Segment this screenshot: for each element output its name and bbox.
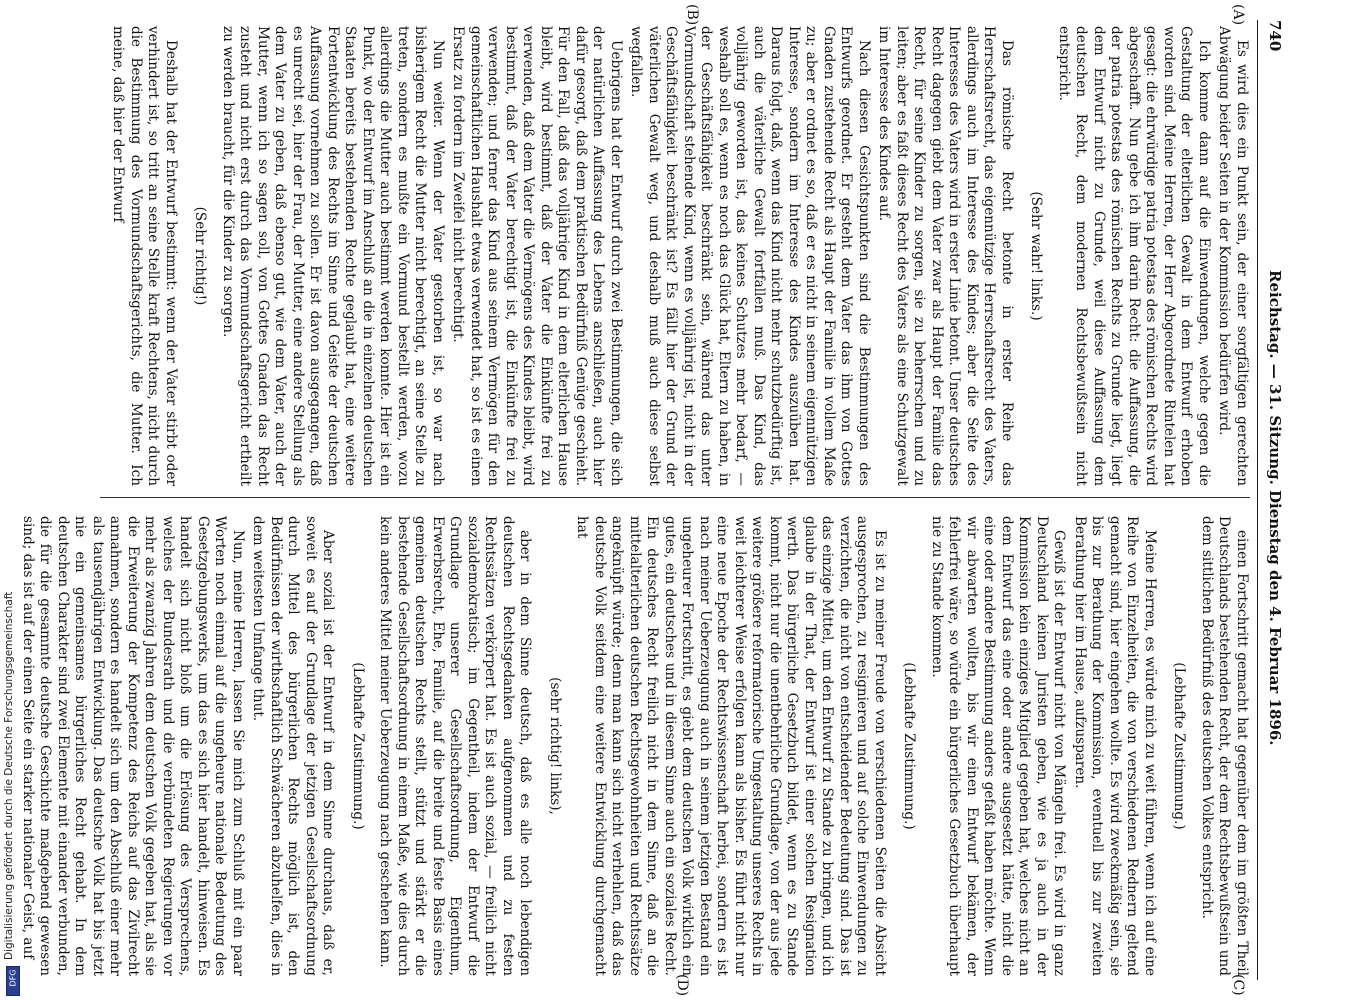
audience-reaction: (sehr richtig! links), (547, 677, 563, 815)
left-column (100, 26, 1250, 486)
rotated-page-content (20, 0, 1290, 1000)
digitization-credit (1, 0, 21, 960)
paragraph: Meine Herren, es würde mich zu weit führen, wenn ich auf eine Reihe von Einzelheiten, die von verschiedenen Rednern geltend gemacht sind, hier eingehen wollte. Es wird zweckmäßig sein, sie bis zur Berathung der Kommission, eventuell bis zur zweiten Berathung hier im Hause, aufzusparen. (1072, 516, 1158, 976)
dfg-logo (6, 966, 20, 996)
paragraph: einen Fortschritt gemacht hat gegenüber dem im größten Theil Deutschlands bestehenden Recht, der dem Rechtsbewußtsein und dem sittlichen Bedürfniß des deutschen Volkes entspricht. (1199, 516, 1250, 976)
margin-mark-c: (C) (1230, 974, 1246, 996)
running-head: Reichstag. — 31. Sitzung. Dienstag den 4. Februar 1896. (1266, 270, 1284, 746)
paragraph: Aber sozial ist der Entwurf in dem Sinne durchaus, daß er, soweit es auf der Grundlage der jetzigen Gesellschaftsordnung durch Mittel des bürgerlichen Rechts möglich ist, den Bedürfnissen der wirthschaftlich Schwächeren abzuhelfen, dies in dem weitesten Umfange thut. (250, 516, 337, 976)
page-number: 740 (1266, 20, 1284, 52)
dfg-logo-text: DFG (8, 969, 18, 987)
paragraph: Es ist zu meiner Freude von verschiedenen Seiten die Absicht ausgesprochen, zu resignieren und auf solche Einwendungen zu verzichten, die nicht von entscheidender Bedeutung sind. Das ist das einzige Mittel, um den Entwurf zu Stande zu bringen, und ich glaube in der That, der Entwurf ist einer solchen Resignation werth. Das bürgerliche Gesetzbuch bildet, wenn es zu Stande kommt, nicht nur die unentbehrliche Grundlage, von der aus jede weitere größere reformatorische Umgestaltung unseres Rechts in weit leichterer Weise erfolgen kann als bisher. Es führt nicht nur eine neue Epoche der Rechtswissenschaft herbei, sondern es ist nach meiner Ueberzeugung auch in seinem jetzigen Bestand ein ungeheurer Fortschritt, es giebt dem deutschen Volk wirklich ein gutes, ein deutsches und in diesem Sinne auch ein soziales Recht. Ein deutsches Recht freilich nicht in dem Sinne, daß an die mittelalterlichen deutschen Rechtsgewohnheiten und Rechtssätze angeknüpft würde; denn man kann sich nicht verhehlen, daß das deutsche Volk seitdem eine weitere Entwicklung durchgemacht hat (574, 516, 888, 976)
paragraph: aber in dem Sinne deutsch, daß es alle noch lebendigen deutschen Rechtsgedanken aufgenommen und zu festen Rechtssätzen verkörpert hat. Es ist auch sozial, — freilich nicht sozialdemokratisch; im Gegentheil, indem der Entwurf die Grundlage unserer Gesellschaftsordnung, Eigenthum, Erwerbsrecht, Ehe, Familie, auf die breite und feste Basis eines gemeinen deutschen Rechts stellt, stützt und stärkt er die bestehende Gesellschaftsordnung in einem Maße, wie dies durch kein anderes Mittel meiner Ueberzeugung nach geschehen kann. (377, 516, 534, 976)
audience-reaction: (Lebhafte Zustimmung.) (901, 662, 918, 830)
running-header (1260, 20, 1284, 980)
paragraph: Nun, meine Herren, lassen Sie mich zum Schluß mit ein paar Worten noch einmal auf die ungeheure nationale Bedeutung des Gesetzgebungswerks, um das es sich hier handelt, hinweisen. Es handelt sich nicht bloß um die Erlösung des Versprechens, welches der Bundesrath und die verbündeten Regierungen vor mehr als zwanzig Jahren dem deutschen Volk gegeben hat, als sie die Erweiterung der Kompetenz des Reichs auf das Zivilrecht annahmen, sondern es handelt sich um den Abschluß einer mehr als tausendjährigen Entwicklung. Das deutsche Volk hat bis jetzt nie ein gemeinsames bürgerliches Recht gehabt. In dem deutschen Charakter sind zwei Elemente mit einander verbunden, die für die gesammte deutsche Geschichte maßgebend gewesen sind; das ist auf der einen Seite ein starker nationaler Geist, auf (20, 516, 246, 976)
audience-reaction: (Lebhafte Zustimmung.) (350, 662, 366, 830)
audience-reaction: (Lebhafte Zustimmung.) (1171, 662, 1188, 830)
column-rule (100, 497, 1250, 498)
audience-reaction: (Sehr wahr! links.) (1028, 191, 1045, 321)
paragraph: Nach diesen Gesichtspunkten sind die Bestimmungen des Entwurfs geordnet. Er gesteht dem Vater das ihm von Gottes Gnaden zustehende Recht als Haupt der Familie in vollem Maße zu; aber er ordnet es so, daß er es nicht in seinem eigennützigen Interesse, sondern im Interesse des Kindes auszuüben hat. Daraus folgt, daß, wenn das Kind nicht mehr schutzbedürftig ist, auch die väterliche Gewalt fortfallen muß. Das Kind, das volljährig geworden ist, das keines Schutzes mehr bedarf, — weshalb soll es, wenn es noch das Glück hat, Eltern zu haben, in der Geschäftsfähigkeit beschränkt sein, während das unter Vormundschaft stehende Kind, wenn es volljährig ist, nicht in der Geschäftsfähigkeit beschränkt ist? Es fällt hier der Grund der väterlichen Gewalt weg, und deshalb muß auch diese selbst wegfallen. (628, 26, 872, 486)
paragraph: Deshalb hat der Entwurf bestimmt: wenn der Vater stirbt oder verhindert ist, so tritt an seine Stelle kraft Rechtens, nicht durch die Bestimmung des Vormundschaftsgerichts, die Mutter. Ich meine, daß hier der Entwurf (110, 26, 179, 486)
paragraph: Uebrigens hat der Entwurf durch zwei Bestimmungen, die sich der natürlichen Auffassung des Lebens anschließen, auch hier dafür gesorgt, daß dem praktischen Bedürfniß Genüge geschieht. Für den Fall, daß das volljährige Kind in dem elterlichen Hause bleibt, wird bestimmt, daß der Vater die Einkünfte frei zu verwenden, daß dem Vater die Vermögens des Kindes bleibt, wird bestimmt, daß der Vater berechtigt ist, die Einkünfte frei zu verwenden; und ferner das Kind aus seinem Vermögen für den gemeinschaftlichen Haushalt etwas verwendet hat, so ist es einen Ersatz zu fordern im Zweifel nicht berechtigt. (450, 26, 624, 486)
paragraph: Es wird dies ein Punkt sein, der einer sorgfältigen gerechten Abwägung beider Seiten in der Kommission bedürfen wird. (1216, 26, 1250, 486)
paragraph: Ich komme dann auf die Einwendungen, welche gegen die Gestaltung der elterlichen Gewalt in dem Entwurf erhoben worden sind. Meine Herren, der Herr Abgeordnete Rintelen hat gesagt: die ehrwürdige patria potestas des römischen Rechts wird abgeschafft. Nun gebe ich ihm darin Recht: die Auffassung, die der patria potestas des römischen Rechts zu Grunde liegt, liegt dem Entwurf nicht zu Grunde, weil diese Auffassung dem deutschen Recht, dem modernen Rechtsbewußtsein nicht entspricht. (1056, 26, 1212, 486)
paragraph: Nun weiter. Wenn der Vater gestorben ist, so war nach bisherigem Recht die Mutter nicht berechtigt, an seine Stelle zu treten, sondern es mußte ein Vormund bestellt werden, wozu allerdings die Mutter auch bestimmt werden konnte. Hier ist ein Punkt, wo der Entwurf im Anschluß an die in einzelnen deutschen Staaten bereits bestehenden Rechte geglaubt hat, eine weitere Fortentwicklung des Rechts im Sinne und Geiste der deutschen Auffassung vornehmen zu sollen. Er ist davon ausgegangen, daß es unrecht sei, hier der Frau, der Mutter, eine andere Stellung als dem Vater zu geben, daß ebenso gut, wie dem Vater, auch der Mutter, wenn ich so sagen soll, von Gottes Gnaden das Recht zusteht und nicht erst durch das Vormundschaftsgericht ertheilt zu werden braucht, für die Kinder zu sorgen. (220, 26, 446, 486)
audience-reaction: (Sehr richtig!) (192, 206, 209, 306)
header-rule (1257, 20, 1258, 980)
credit-text: Digitalisierung gefördert durch die Deutsche Forschungsgemeinschaft (3, 591, 15, 960)
margin-mark-a: (A) (1230, 4, 1246, 26)
margin-mark-d: (D) (674, 974, 690, 997)
paragraph: Das römische Recht betonte in erster Reihe das Herrschaftsrecht, das eigennützige Herrschaftsrecht des Vaters, allerdings auch im Interesse des Kindes; aber die Seite des Interesses des Vaters wird in erster Linie betont. Unser deutsches Recht dagegen giebt dem Vater zwar als Haupt der Familie das Recht, für seine Kinder zu sorgen, sie zu beherrschen und zu leiten; aber es faßt dieses Recht des Vaters als eine Schutzgewalt im Interesse des Kindes auf. (876, 26, 1015, 486)
right-column (20, 516, 1250, 976)
margin-mark-b: (B) (684, 4, 700, 26)
paragraph: Gewiß ist der Entwurf nicht von Mängeln frei. Es wird in ganz Deutschland keinen Juristen geben, wie es ja auch in der Kommission kein einziges Mitglied gegeben hat, welches nicht an dem Entwurf das eine oder andere ausgesetzt hätte, nicht die eine oder andere Bestimmung anders gefaßt haben möchte. Wenn wir abwarten wollten, bis wir einen Entwurf bekämen, der fehlerfrei wäre, so würde ein bürgerliches Gesetzbuch überhaupt nie zu Stande kommen. (929, 516, 1068, 976)
